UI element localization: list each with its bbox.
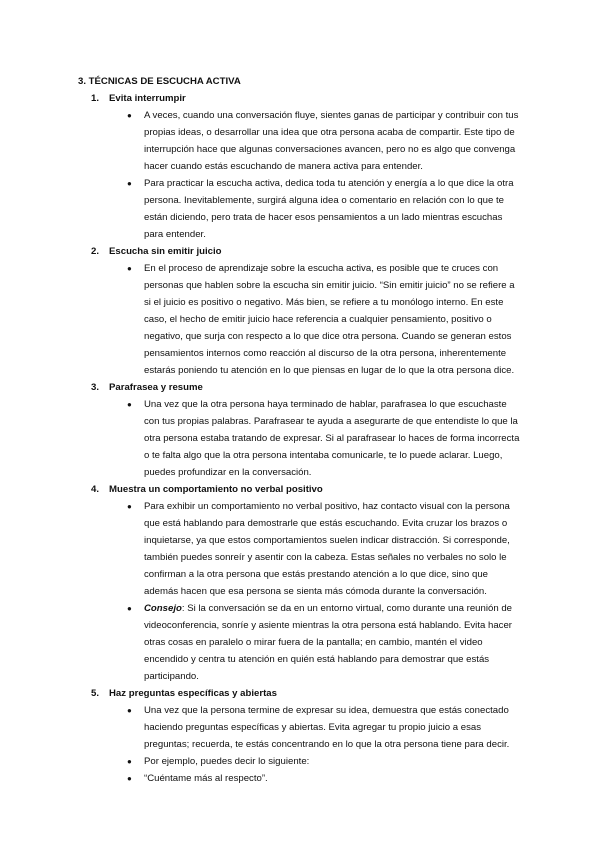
bullet-item (78, 260, 524, 379)
section-heading (78, 379, 524, 396)
bullet-list (78, 498, 524, 685)
bullet-icon: ● (127, 400, 132, 409)
bullet-icon: ● (127, 774, 132, 783)
bullet-text: Por ejemplo, puedes decir lo siguiente: (144, 756, 310, 767)
section-title: Muestra un comportamiento no verbal positivo (109, 484, 323, 495)
bullet-icon: ● (127, 264, 132, 273)
bullet-icon: ● (127, 706, 132, 715)
bullet-icon: ● (127, 604, 132, 613)
bullet-text: En el proceso de aprendizaje sobre la escucha activa, es posible que te cruces con personas que hablen sobre la escucha sin emitir juicio. “Sin emitir juicio” no se refiere a si el juicio es positivo o negativo. Más bien, se refiere a tu monólogo interno. En este caso, el hecho de emitir juicio hace referencia a cualquier pensamiento, positivo o negativo, que surja con respecto a lo que dice otra persona. Cuando se generan estos pensamientos internos como reacción al discurso de la otra persona, inherentemente estarás poniendo tu atención en lo que piensas en lugar de lo que la otra persona dice. (144, 263, 515, 376)
bullet-list (78, 396, 524, 481)
section-number: 3. (91, 382, 100, 393)
section-number: 5. (91, 688, 100, 699)
bullet-list (78, 107, 524, 243)
bullet-item (78, 498, 524, 600)
bullet-icon: ● (127, 757, 132, 766)
tip-item (78, 600, 524, 685)
section-number: 1. (91, 93, 100, 104)
tip-label: Consejo (144, 603, 182, 614)
section-number: 2. (91, 246, 100, 257)
section-title: Parafrasea y resume (109, 382, 203, 393)
bullet-list (78, 260, 524, 379)
section-heading (78, 481, 524, 498)
document-content (78, 73, 524, 787)
section-evita-interrumpir (78, 90, 524, 243)
bullet-item (78, 175, 524, 243)
bullet-icon: ● (127, 179, 132, 188)
section-title: Haz preguntas específicas y abiertas (109, 688, 277, 699)
section-heading (78, 685, 524, 702)
bullet-text: A veces, cuando una conversación fluye, sientes ganas de participar y contribuir con tus propias ideas, o desarrollar una idea que otra persona acaba de compartir. Este tipo de interrupción hace que algunas conversaciones avancen, pero no es algo que convenga hacer cuando estás escuchando de manera activa para entender. (144, 110, 519, 172)
section-comportamiento-no-verbal (78, 481, 524, 685)
document-title: 3. TÉCNICAS DE ESCUCHA ACTIVA (78, 76, 241, 87)
tip-text: : Si la conversación se da en un entorno virtual, como durante una reunión de videoconferencia, sonríe y asiente mientras la otra persona está hablando. Evita hacer otras cosas en paralelo o mirar fuera de la pantalla; en cambio, mantén el video encendido y centra tu atención en quién está hablando para demostrar que estás participando. (144, 603, 512, 682)
section-number: 4. (91, 484, 100, 495)
bullet-text: Una vez que la otra persona haya terminado de hablar, parafrasea lo que escuchaste con tus propias palabras. Parafrasear te ayuda a asegurarte de que entendiste lo que la otra persona estaba tratando de expresar. Si al parafrasear lo haces de forma incorrecta o te falta algo que la otra persona intentaba comunicarle, te lo puede aclarar. Luego, puedes profundizar en la conversación. (144, 399, 520, 478)
bullet-text: Para practicar la escucha activa, dedica toda tu atención y energía a lo que dice la otra persona. Inevitablemente, surgirá alguna idea o comentario en relación con lo que te están diciendo, pero trata de hacer esos pensamientos a un lado mientras escuchas para entender. (144, 178, 514, 240)
bullet-text: “Cuéntame más al respecto”. (144, 773, 268, 784)
section-parafrasea (78, 379, 524, 481)
bullet-item (78, 396, 524, 481)
section-title: Escucha sin emitir juicio (109, 246, 222, 257)
bullet-item (78, 770, 524, 787)
section-escucha-sin-juicio (78, 243, 524, 379)
section-title: Evita interrumpir (109, 93, 186, 104)
bullet-item (78, 107, 524, 175)
section-preguntas (78, 685, 524, 787)
section-heading (78, 243, 524, 260)
bullet-text: Una vez que la persona termine de expresar su idea, demuestra que estás conectado haciendo preguntas específicas y abiertas. Evita agregar tu propio juicio a esas preguntas; recuerda, te estás concentrando en lo que la otra persona tiene para decir. (144, 705, 510, 750)
section-heading (78, 90, 524, 107)
bullet-list (78, 702, 524, 787)
bullet-item (78, 702, 524, 753)
bullet-item (78, 753, 524, 770)
bullet-text: Para exhibir un comportamiento no verbal positivo, haz contacto visual con la persona que está hablando para demostrarle que estás escuchando. Evita cruzar los brazos o inquietarse, ya que estos comportamientos suelen indicar distracción. Si corresponde, también puedes sonreír y asentir con la cabeza. Estas señales no verbales no solo le confirman a la otra persona que estás prestando atención a lo que dice, sino que además hacen que esa persona se sienta más cómoda durante la conversación. (144, 501, 510, 597)
bullet-icon: ● (127, 111, 132, 120)
bullet-icon: ● (127, 502, 132, 511)
